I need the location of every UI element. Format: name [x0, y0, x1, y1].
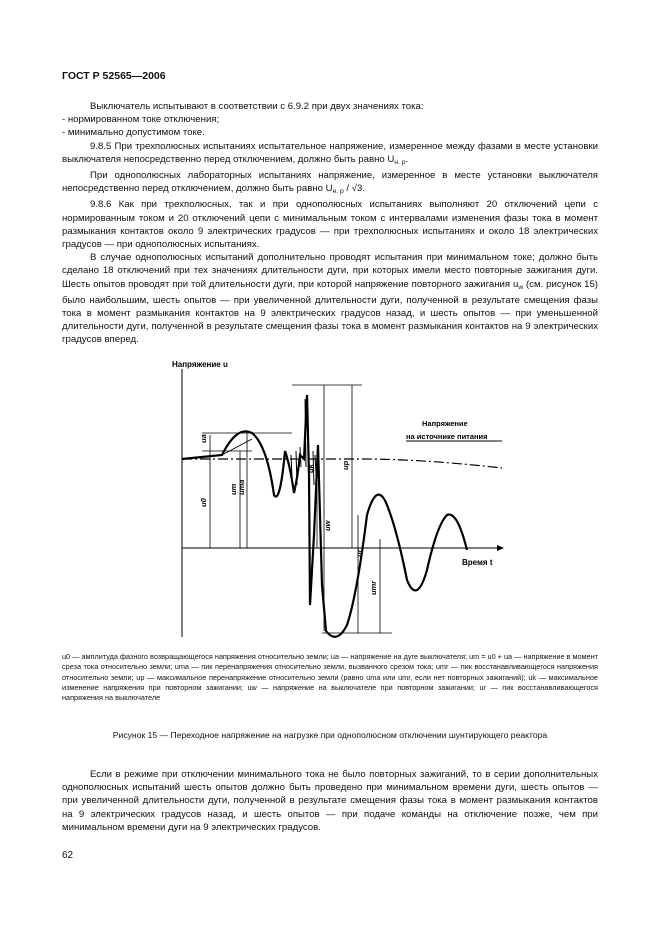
paragraph: В случае однополюсных испытаний дополнительно проводят испытания при минимальном токе; должно быть сделано 18 отключений при тех значениях длительности дуги, при которых имели место повторные зажигания дуги. Шесть опытов проводят при той длительности дуги, при которой напряжение повторного зажигания $u_w$ (см. рисунок 15) было наибольшим, шесть опытов — при увеличенной длительности дуги, полученной в результате смещения фазы тока в момент размыкания контактов на 9 электрических градусов назад, и шесть опытов — при уменьшенной длительности дуги, полученной в результате смещения фазы тока в момент размыкания контактов на 9 электрических градусов вперед. [62, 252, 599, 346]
paragraph: 9.8.5 При трехполюсных испытаниях испытательное напряжение, измеренное между фазами в месте установки выключателя непосредственно перед отключением, должно быть равно $U_{н. р}$. [62, 140, 598, 166]
label-uw: uw [323, 520, 332, 531]
list-item: - нормированном токе отключения; [62, 114, 220, 126]
label-uma: uma [237, 479, 246, 495]
transient-voltage-figure [62, 355, 602, 645]
x-axis-label: Время t [462, 558, 493, 567]
supply-label: Напряжение [422, 419, 468, 428]
page-header: ГОСТ Р 52565—2006 [62, 70, 166, 82]
label-umr: umr [369, 580, 378, 595]
body-text-top [62, 100, 598, 347]
y-axis-label: Напряжение u [172, 360, 228, 369]
list-item: - минимально допустимом токе. [62, 127, 205, 139]
label-uk: uk [306, 464, 315, 473]
figure-legend: u0 — амплитуда фазного возвращающегося напряжения относительно земли; ua — напряжение на дуге выключателя; um = u0 + ua — напряжение в момент среза тока относительно земли; uma — пик перенапряжения относительно земли, вызванного срезом тока; umr — пик восстанавливающегося напряжения относительно земли; up — максимальное перенапряжение относительно земли (равно uma или umr, если нет повторных зажиганий); uk — максимальное изменение напряжения при повторном зажигании; uw — напряжение на выключателе при повторном зажигании; ur — пик восстанавливающегося напряжения на выключателе [62, 652, 598, 703]
paragraph: 9.8.6 Как при трехполюсных, так и при однополюсных испытаниях выполняют 20 отключений цепи с нормированным током и 20 отключений цепи с минимальным током с интервалами изменения фазы тока в момент размыкания контактов около 9 электрических градусов — при трехполюсных испытаниях и около 18 электрических градусов — при однополюсных испытаниях. [62, 199, 598, 251]
x-axis-arrow [497, 545, 504, 551]
page-number: 62 [62, 850, 74, 861]
dimension-lines [202, 385, 392, 633]
label-u0: u0 [199, 498, 208, 507]
paragraph: Выключатель испытывают в соответствии с 6.9.2 при двух значениях тока: [90, 101, 424, 112]
label-um: um [229, 483, 238, 495]
label-ur: ur [355, 549, 364, 557]
label-up: up [341, 460, 350, 470]
body-text-bottom [62, 768, 598, 834]
figure-caption: Рисунок 15 — Переходное напряжение на нагрузке при однополюсном отключении шунтирующего реактора [112, 730, 548, 740]
label-ua: uа [199, 434, 208, 443]
paragraph: Если в режиме при отключении минимального тока не было повторных зажиганий, то в серии дополнительных однополюсных испытаний шесть опытов должно быть проведено при минимальном времени дуги, шесть опытов — при увеличенной длительности дуги, полученной в результате смещения фазы тока в момент размыкания контактов на 9 электрических градусов назад, и шесть опытов — при подаче команды на отключение позже, чем при минимальном времени дуги на 9 электрических градусов. [62, 769, 598, 833]
paragraph: При однополюсных лабораторных испытаниях напряжение, измеренное в месте установки выключателя непосредственно перед отключением, должно быть равно $U_{н. р} / √3$. [62, 170, 598, 196]
supply-label: на источнике питания [406, 432, 488, 441]
